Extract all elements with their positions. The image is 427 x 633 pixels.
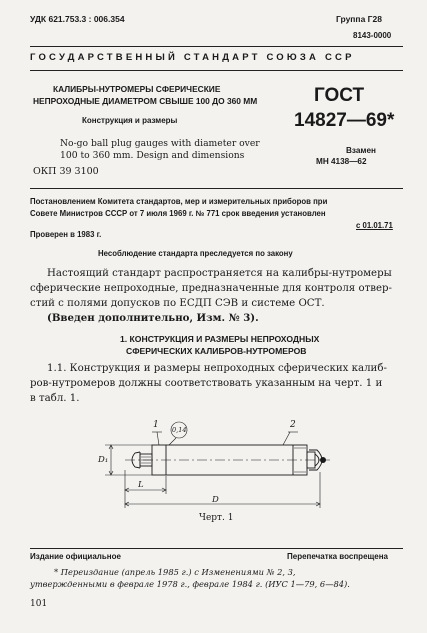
effective-date: с 01.01.71 bbox=[356, 221, 393, 230]
english-title-line-2: 100 to 360 mm. Design and dimensions bbox=[60, 150, 245, 161]
title-subtitle: Конструкция и размеры bbox=[82, 116, 178, 125]
banner-divider bbox=[30, 70, 403, 71]
label-part-1: 1 bbox=[153, 420, 159, 430]
clause-1-1-line-2: ров-нутромеров должны соответствовать указанным на черт. 1 и bbox=[30, 378, 383, 389]
intro-line-2: сферические непроходные, предназначенные для контроля отвер- bbox=[30, 283, 392, 294]
page-number: 101 bbox=[30, 599, 48, 609]
footer-divider bbox=[30, 548, 403, 549]
state-standard-banner: ГОСУДАРСТВЕННЫЙ СТАНДАРТ СОЮЗА ССР bbox=[30, 52, 355, 63]
okp-code: ОКП 39 3100 bbox=[33, 166, 99, 177]
title-line-2: НЕПРОХОДНЫЕ ДИАМЕТРОМ СВЫШЕ 100 ДО 360 ММ bbox=[33, 96, 258, 106]
official-edition: Издание официальное bbox=[30, 552, 121, 561]
law-notice: Несоблюдение стандарта преследуется по закону bbox=[98, 249, 293, 258]
section-heading-line-2: СФЕРИЧЕСКИХ КАЛИБРОВ-НУТРОМЕРОВ bbox=[126, 346, 307, 356]
udk-code: УДК 621.753.3 : 006.354 bbox=[30, 14, 125, 24]
clause-1-1-line-3: в табл. 1. bbox=[30, 393, 80, 404]
gost-number: 14827—69* bbox=[294, 110, 395, 131]
clause-1-1-line-1: 1.1. Конструкция и размеры непроходных сферических калиб- bbox=[47, 363, 387, 374]
reprint-prohibited: Перепечатка воспрещена bbox=[287, 552, 388, 561]
roughness-symbol: 0,14 bbox=[172, 426, 187, 434]
dimension-d1: D₁ bbox=[98, 455, 109, 465]
dimension-d: D bbox=[212, 495, 219, 505]
figure-caption: Черт. 1 bbox=[199, 513, 234, 523]
replaced-standard: МН 4138—62 bbox=[316, 157, 367, 166]
intro-line-1: Настоящий стандарт распространяется на калибры-нутромеры bbox=[47, 268, 392, 279]
reissue-note-line-2: утвержденными в феврале 1978 г., феврале 1984 г. (ИУС 1—79, 6—84). bbox=[30, 579, 350, 589]
reissue-note-line-1: * Переиздание (апрель 1985 г.) с Изменениями № 2, 3, bbox=[54, 567, 296, 577]
title-line-1: КАЛИБРЫ-НУТРОМЕРЫ СФЕРИЧЕСКИЕ bbox=[53, 84, 221, 94]
checked-year: Проверен в 1983 г. bbox=[30, 230, 102, 239]
intro-line-3: стий с полями допусков по ЕСДП СЭВ и системе ОСТ. bbox=[30, 298, 325, 309]
classification-code: 8143-0000 bbox=[353, 31, 392, 40]
gost-label: ГОСТ bbox=[314, 85, 365, 106]
group-label: Группа Г28 bbox=[336, 14, 382, 24]
label-part-2: 2 bbox=[290, 420, 296, 430]
dimension-l: L bbox=[138, 480, 144, 490]
intro-amendment: (Введен дополнительно, Изм. № 3). bbox=[47, 312, 259, 324]
title-divider bbox=[30, 188, 403, 189]
top-divider bbox=[30, 46, 403, 47]
decree-line-2: Совете Министров СССР от 7 июля 1969 г. № 771 срок введения установлен bbox=[30, 209, 326, 218]
section-heading-line-1: 1. КОНСТРУКЦИЯ И РАЗМЕРЫ НЕПРОХОДНЫХ bbox=[120, 334, 320, 344]
decree-line-1: Постановлением Комитета стандартов, мер и измерительных приборов при bbox=[30, 197, 328, 206]
english-title-line-1: No-go ball plug gauges with diameter over bbox=[60, 138, 260, 149]
replaced-label: Взамен bbox=[346, 146, 376, 155]
